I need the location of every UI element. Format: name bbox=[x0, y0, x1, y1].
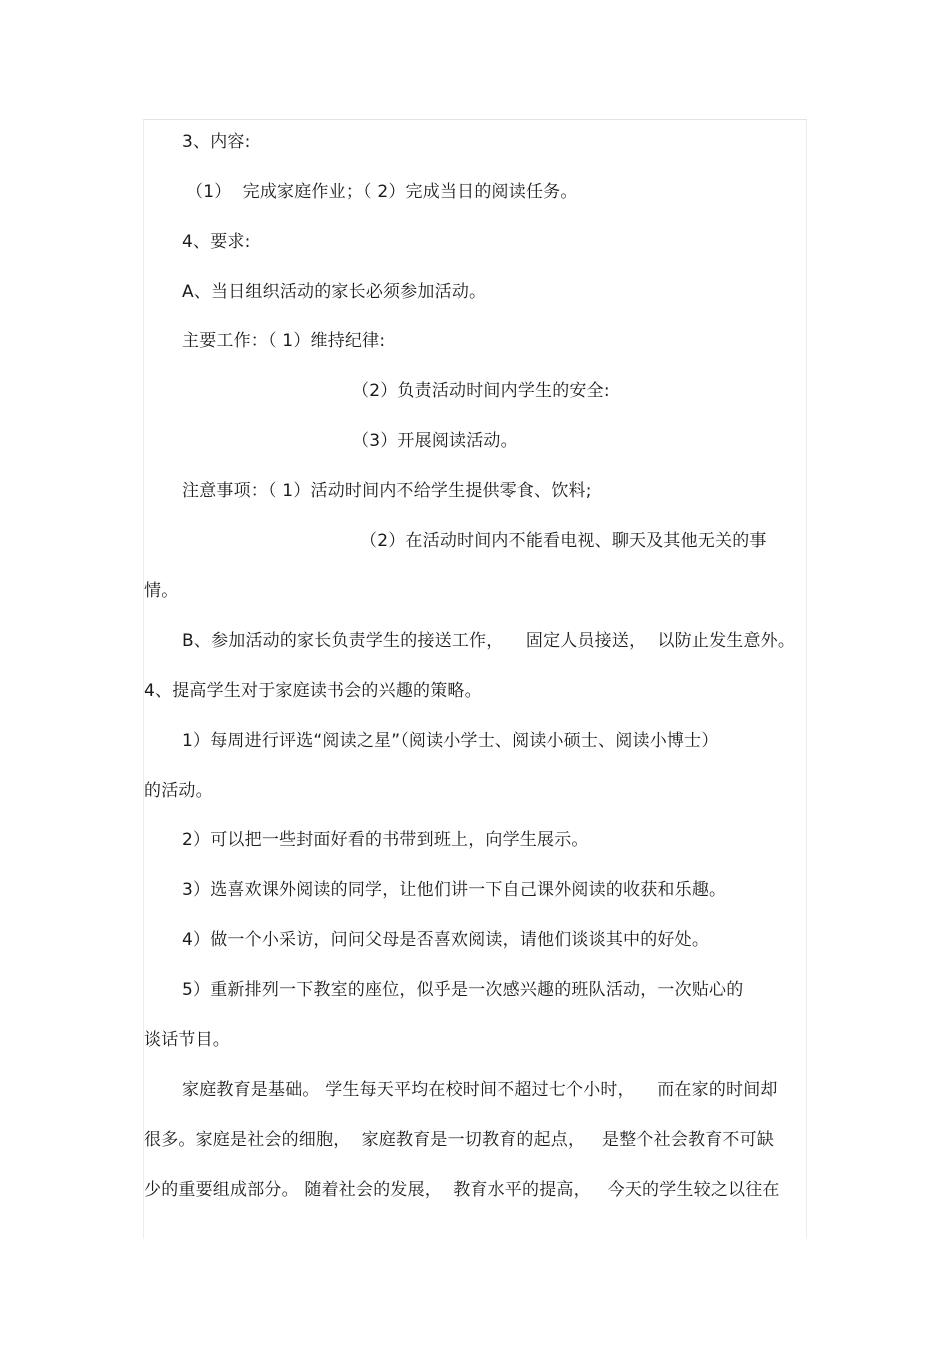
notice-2: （2）在活动时间内不能看电视、聊天及其他无关的事 bbox=[360, 531, 767, 551]
requirement-b: B、参加活动的家长负责学生的接送工作， 固定人员接送， 以防止发生意外。 bbox=[182, 631, 796, 651]
paragraph-line-2: 很多。家庭是社会的细胞， 家庭教育是一切教育的起点， 是整个社会教育不可缺 bbox=[144, 1130, 775, 1150]
notice-2-continued: 情。 bbox=[144, 581, 179, 601]
paragraph-line-3: 少的重要组成部分。 随着社会的发展， 教育水平的提高， 今天的学生较之以往在 bbox=[144, 1180, 780, 1200]
paragraph-line-1: 家庭教育是基础。 学生每天平均在校时间不超过七个小时， 而在家的时间却 bbox=[182, 1080, 778, 1100]
strategy-5-continued: 谈话节目。 bbox=[144, 1030, 230, 1050]
main-work-3: （3）开展阅读活动。 bbox=[352, 431, 518, 451]
section-heading-requirements: 4、要求: bbox=[182, 232, 251, 252]
content-items: （1） 完成家庭作业；（ 2）完成当日的阅读任务。 bbox=[186, 182, 578, 202]
strategy-4: 4）做一个小采访，问问父母是否喜欢阅读，请他们谈谈其中的好处。 bbox=[182, 930, 710, 950]
requirement-a: A、当日组织活动的家长必须参加活动。 bbox=[182, 282, 487, 302]
main-work-1: 主要工作：（ 1）维持纪律: bbox=[182, 331, 386, 351]
notice-1: 注意事项：（ 1）活动时间内不给学生提供零食、饮料; bbox=[182, 481, 592, 501]
strategy-5: 5）重新排列一下教室的座位，似乎是一次感兴趣的班队活动，一次贴心的 bbox=[182, 980, 744, 1000]
section-heading-strategies: 4、提高学生对于家庭读书会的兴趣的策略。 bbox=[144, 681, 482, 701]
strategy-2: 2）可以把一些封面好看的书带到班上，向学生展示。 bbox=[182, 830, 589, 850]
strategy-3: 3）选喜欢课外阅读的同学，让他们讲一下自己课外阅读的收获和乐趣。 bbox=[182, 880, 727, 900]
strategy-1-continued: 的活动。 bbox=[144, 781, 213, 801]
section-heading-content: 3、内容: bbox=[182, 132, 251, 152]
main-work-2: （2）负责活动时间内学生的安全: bbox=[352, 381, 610, 401]
strategy-1: 1）每周进行评选“阅读之星”（阅读小学士、阅读小硕士、阅读小博士） bbox=[182, 731, 719, 751]
